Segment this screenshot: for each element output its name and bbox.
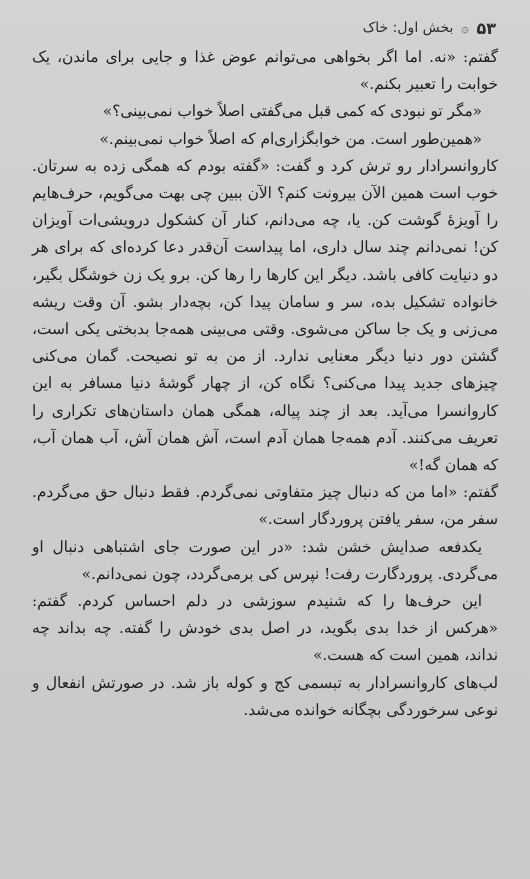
paragraph: «همین‌طور است. من خوابگزاری‌ام که اصلاً خواب نمی‌بینم.» — [99, 129, 482, 148]
page-header — [34, 16, 496, 40]
page-number: ۵۳ — [476, 18, 496, 38]
running-title: بخش اول: خاک — [362, 20, 454, 36]
ornament-icon: ۞ — [461, 21, 469, 35]
paragraph: این حرف‌ها را که شنیدم سوزشی در دلم احساس کردم. گفتم: «هرکس از خدا بدی بگوید، در اصل بدی خودش را گفته. چه بداند چه نداند، همین است که هست.» — [32, 592, 498, 665]
paragraph: یکدفعه صدایش خشن شد: «در این صورت جای اشتباهی دنبال او می‌گردی. پروردگارت رفت! نپرس کی برمی‌گردد، چون نمی‌دانم.» — [32, 537, 498, 583]
paragraph: «مگر تو نبودی که کمی قبل می‌گفتی اصلاً خواب نمی‌بینی؟» — [102, 102, 482, 121]
paragraph: کاروانسرادار رو ترش کرد و گفت: «گفته بودم که همگی زده به سرتان. خوب است همین الآن بیرونت کنم؟ الآن ببین چی بهت می‌گویم، حرف‌هایم را آویزهٔ گوشت کن. یا، چه می‌دانم، کنار آن کشکول درویشی‌ات آویزان کن! نمی‌دانم چند سال داری، اما پیداست آن‌قدر دعا کرده‌ای که برای هر دو دنیایت کافی باشد. دیگر این کارها را رها کن. برو یک زن خوشگل بگیر، خانواده تشکیل بده، سر و سامان پیدا کن، بچه‌دار بشو. آن وقت ریشه می‌زنی و یک جا ساکن می‌شوی. وقتی می‌بینی همه‌جا بدبختی یکی است، گشتن دور دنیا دیگر معنایی ندارد. از من به تو نصیحت. گمان می‌کنی چیزهای جدید پیدا می‌کنی؟ نگاه کن، از چهار گوشهٔ دنیا مسافر به این کاروانسرا می‌آید. بعد از چند پیاله، همگی همان داستان‌های تکراری را تعریف می‌کنند. آدم همه‌جا همان آدم است، آش همان آش، آب همان آب، که همان گه!» — [32, 156, 498, 475]
paragraph: لب‌های کاروانسرادار به تبسمی کج و کوله باز شد. در صورتش انفعال و نوعی سرخوردگی بچگانه خوانده می‌شد. — [32, 673, 498, 719]
paragraph: گفتم: «اما من که دنبال چیز متفاوتی نمی‌گردم. فقط دنبال حق می‌گردم. سفر من، سفر یافتن پروردگار است.» — [32, 483, 498, 529]
body-text — [32, 44, 498, 724]
paragraph: گفتم: «نه. اما اگر بخواهی می‌توانم عوض غذا و جایی برای ماندن، یک خوابت را تعبیر بکنم.» — [32, 48, 498, 94]
